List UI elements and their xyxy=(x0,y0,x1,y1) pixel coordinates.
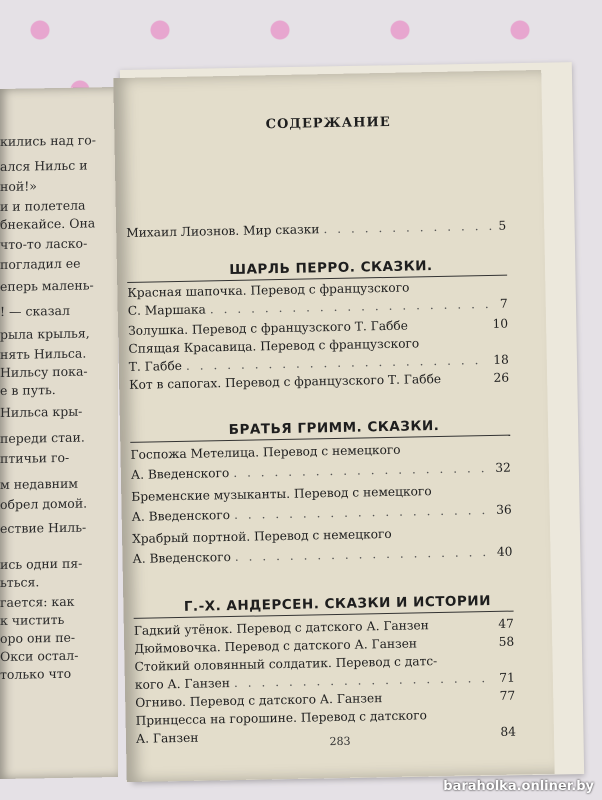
toc-entry xyxy=(126,219,506,240)
dot-leader xyxy=(235,545,493,564)
left-page-line: к чистить xyxy=(0,611,65,629)
left-page-line: ной!» xyxy=(0,178,37,195)
left-page-line: что-то ласко- xyxy=(0,235,88,253)
toc-title: СОДЕРЖАНИЕ xyxy=(265,114,391,133)
toc-entry xyxy=(132,545,512,566)
left-page xyxy=(0,87,118,779)
toc-page-number: 5 xyxy=(498,218,507,233)
dot-leader xyxy=(186,353,490,373)
toc-page-number: 47 xyxy=(498,616,514,631)
toc-page-number: 71 xyxy=(499,670,515,685)
toc-entry xyxy=(131,461,511,482)
toc-entry-line xyxy=(132,525,512,546)
left-page-line: гается: как xyxy=(0,593,75,611)
left-page-line: ествие Ниль- xyxy=(0,519,87,537)
left-page-line: обрел домой. xyxy=(0,495,88,513)
watermark-text: baraholka.onliner.by xyxy=(443,779,594,794)
toc-entry-text: Бременские музыканты. Перевод с немецкого xyxy=(131,484,432,504)
left-page-line: ! — сказал xyxy=(0,302,70,320)
left-page-line: ался Нильс и xyxy=(0,157,88,175)
toc-page-number: 36 xyxy=(495,502,512,517)
toc-entry-text: Золушка. Перевод с французского Т. Габбе xyxy=(128,318,409,338)
toc-entry-text: Стойкий оловянный солдатик. Перевод с датс- xyxy=(134,654,438,674)
left-page-line: оро они пе- xyxy=(0,629,76,647)
toc-entry-text: кого А. Ганзен xyxy=(134,676,231,692)
left-page-line: м недавним xyxy=(0,475,78,493)
toc-entry-text: Михаил Лиознов. Мир сказки xyxy=(126,222,320,240)
dot-leader xyxy=(233,461,491,480)
toc-page-number: 7 xyxy=(499,296,508,311)
toc-page-number: 32 xyxy=(495,460,511,475)
left-page-line: е в путь. xyxy=(0,382,56,399)
toc-entry-line xyxy=(131,483,511,504)
left-page-line: птичьи го- xyxy=(0,449,70,467)
toc-entry-text: А. Введенского xyxy=(132,550,231,566)
contents-page xyxy=(113,70,554,782)
toc-entry-text: Гадкий утёнок. Перевод с датского А. Ганзен xyxy=(133,618,429,638)
left-page-line: и и полетела xyxy=(0,197,86,215)
toc-entry-text: Кот в сапогах. Перевод с французского Т. Габбе xyxy=(129,371,442,392)
toc-entry-line xyxy=(130,441,510,462)
left-page-line: еперь малень- xyxy=(0,277,94,295)
toc-entry-text: Госпожа Метелица. Перевод с немецкого xyxy=(130,442,401,462)
left-page-line: рыла крылья, xyxy=(0,325,90,343)
toc-entry-text: Храбрый портной. Перевод с немецкого xyxy=(131,526,392,546)
section-heading: БРАТЬЯ ГРИММ. СКАЗКИ. xyxy=(228,417,440,439)
toc-entry-text: Огниво. Перевод с датского А. Ганзен xyxy=(135,691,383,710)
left-page-line: Нильсу пока- xyxy=(0,363,88,381)
toc-entry-text: А. Введенского xyxy=(130,466,230,482)
dot-leader xyxy=(234,671,496,690)
left-page-line: кились над го- xyxy=(0,132,96,150)
left-page-line: погладил ее xyxy=(0,255,81,273)
toc-entry-text: Красная шапочка. Перевод с французского xyxy=(127,280,410,300)
dot-leader xyxy=(323,219,494,236)
toc-entry-text: А. Ганзен xyxy=(135,730,199,746)
left-page-line: ьться. xyxy=(0,574,40,591)
toc-entry-text: С. Маршака xyxy=(127,302,206,318)
toc-entry xyxy=(128,297,508,318)
left-page-line: только что xyxy=(0,665,72,683)
section-heading: ШАРЛЬ ПЕРРО. СКАЗКИ. xyxy=(229,258,433,278)
toc-entry-text: Принцесса на горошине. Перевод с датского xyxy=(135,708,428,728)
toc-entry-text: Т. Габбе xyxy=(128,358,183,374)
left-page-line: Окси остал- xyxy=(0,647,79,665)
section-heading: Г.-Х. АНДЕРСЕН. СКАЗКИ И ИСТОРИИ xyxy=(183,593,492,615)
toc-page-number: 26 xyxy=(493,370,510,385)
toc-entry-text: А. Введенского xyxy=(131,508,231,524)
toc-page-number: 10 xyxy=(492,316,509,331)
page-number: 283 xyxy=(329,734,351,749)
left-page-line: ись одни пя- xyxy=(0,555,83,573)
left-page-line: переди стаи. xyxy=(0,429,85,447)
toc-entry-text: Дюймовочка. Перевод с датского А. Ганзен xyxy=(134,636,418,656)
left-page-line: нять Нильса. xyxy=(0,345,87,363)
dot-leader xyxy=(234,503,492,522)
toc-page-number: 58 xyxy=(498,634,515,649)
left-page-line: Нильса кры- xyxy=(0,403,83,421)
toc-page-number: 40 xyxy=(496,544,513,559)
left-page-line: бнекайсе. Она xyxy=(0,215,96,233)
toc-entry xyxy=(129,371,509,392)
toc-entry xyxy=(132,503,512,524)
dot-leader xyxy=(210,297,496,316)
toc-entry-text: Спящая Красавица. Перевод с французского xyxy=(128,336,420,356)
toc-page-number: 77 xyxy=(499,688,516,703)
toc-page-number: 18 xyxy=(493,352,509,367)
toc-page-number: 84 xyxy=(500,724,517,739)
